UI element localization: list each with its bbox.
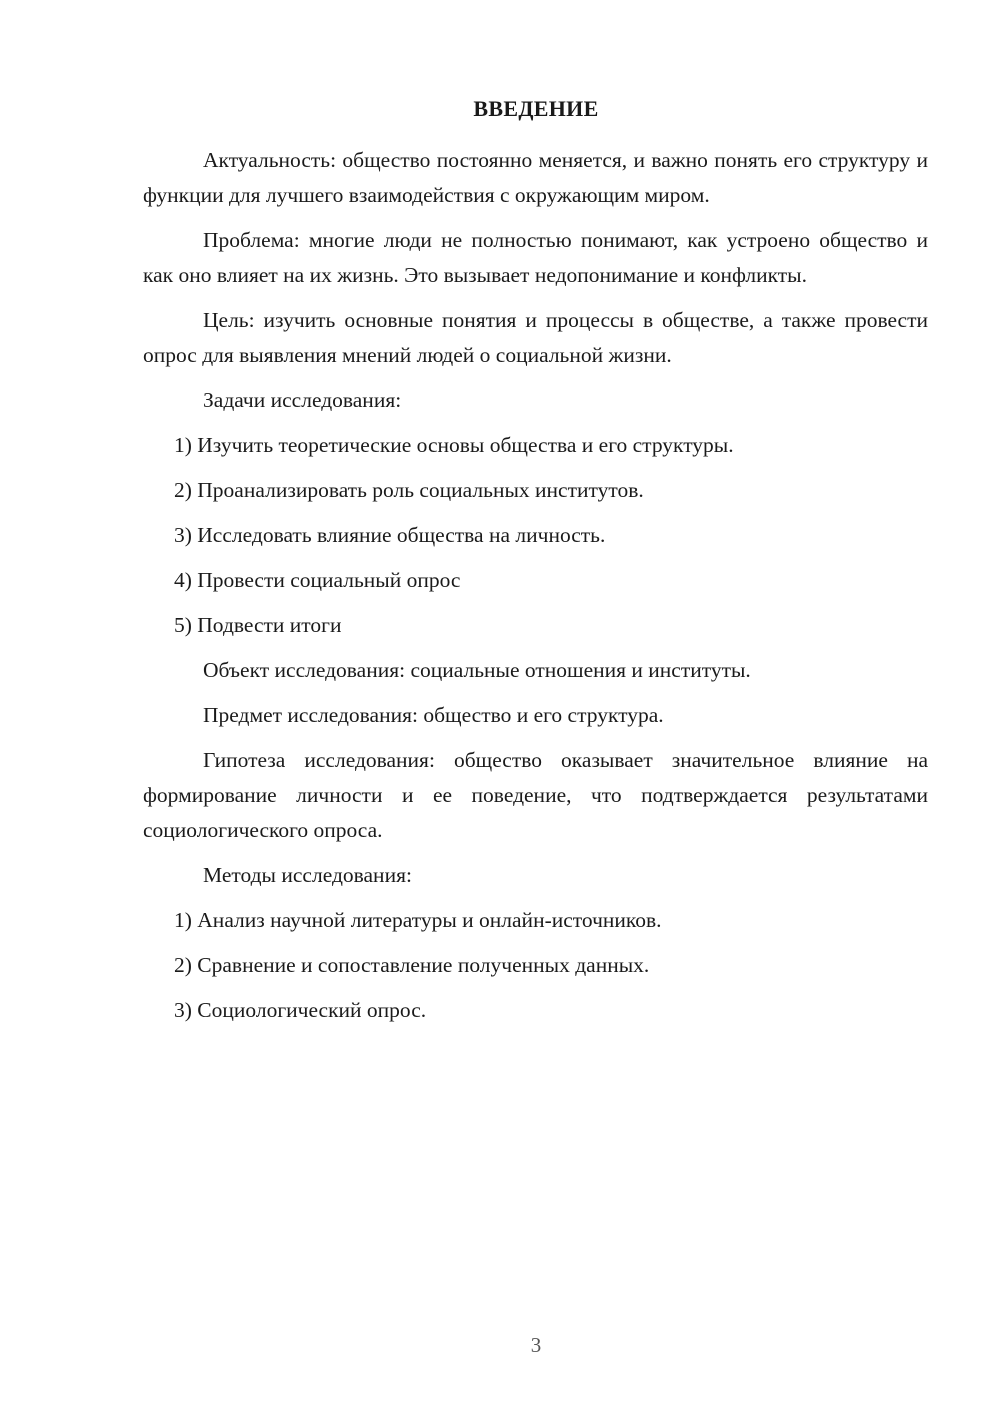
page-number: 3 xyxy=(530,1333,542,1357)
method-item: 1) Анализ научной литературы и онлайн-источников. xyxy=(174,908,662,932)
problem-paragraph: Проблема: многие люди не полностью понимают, как устроено общество и как оно влияет на их жизнь. Это вызывает недопонимание и конфликты. xyxy=(143,228,928,287)
page-title: ВВЕДЕНИЕ xyxy=(473,96,599,121)
task-item: 3) Исследовать влияние общества на личность. xyxy=(174,523,606,547)
document-body xyxy=(143,143,928,1038)
relevance-paragraph: Актуальность: общество постоянно меняется, и важно понять его структуру и функции для лучшего взаимодействия с окружающим миром. xyxy=(143,148,928,207)
goal-paragraph: Цель: изучить основные понятия и процессы в обществе, а также провести опрос для выявления мнений людей о социальной жизни. xyxy=(143,308,928,367)
task-item: 4) Провести социальный опрос xyxy=(174,568,461,592)
object-line: Объект исследования: социальные отношения и институты. xyxy=(203,658,751,682)
method-item: 2) Сравнение и сопоставление полученных данных. xyxy=(174,953,650,977)
task-item: 5) Подвести итоги xyxy=(174,613,342,637)
tasks-heading: Задачи исследования: xyxy=(203,388,402,412)
task-item: 1) Изучить теоретические основы общества и его структуры. xyxy=(174,433,734,457)
subject-line: Предмет исследования: общество и его структура. xyxy=(203,703,664,727)
method-item: 3) Социологический опрос. xyxy=(174,998,427,1022)
methods-heading: Методы исследования: xyxy=(203,863,412,887)
task-item: 2) Проанализировать роль социальных институтов. xyxy=(174,478,644,502)
hypothesis-paragraph: Гипотеза исследования: общество оказывает значительное влияние на формирование личности и ее поведение, что подтверждается результатами социологического опроса. xyxy=(143,748,928,842)
